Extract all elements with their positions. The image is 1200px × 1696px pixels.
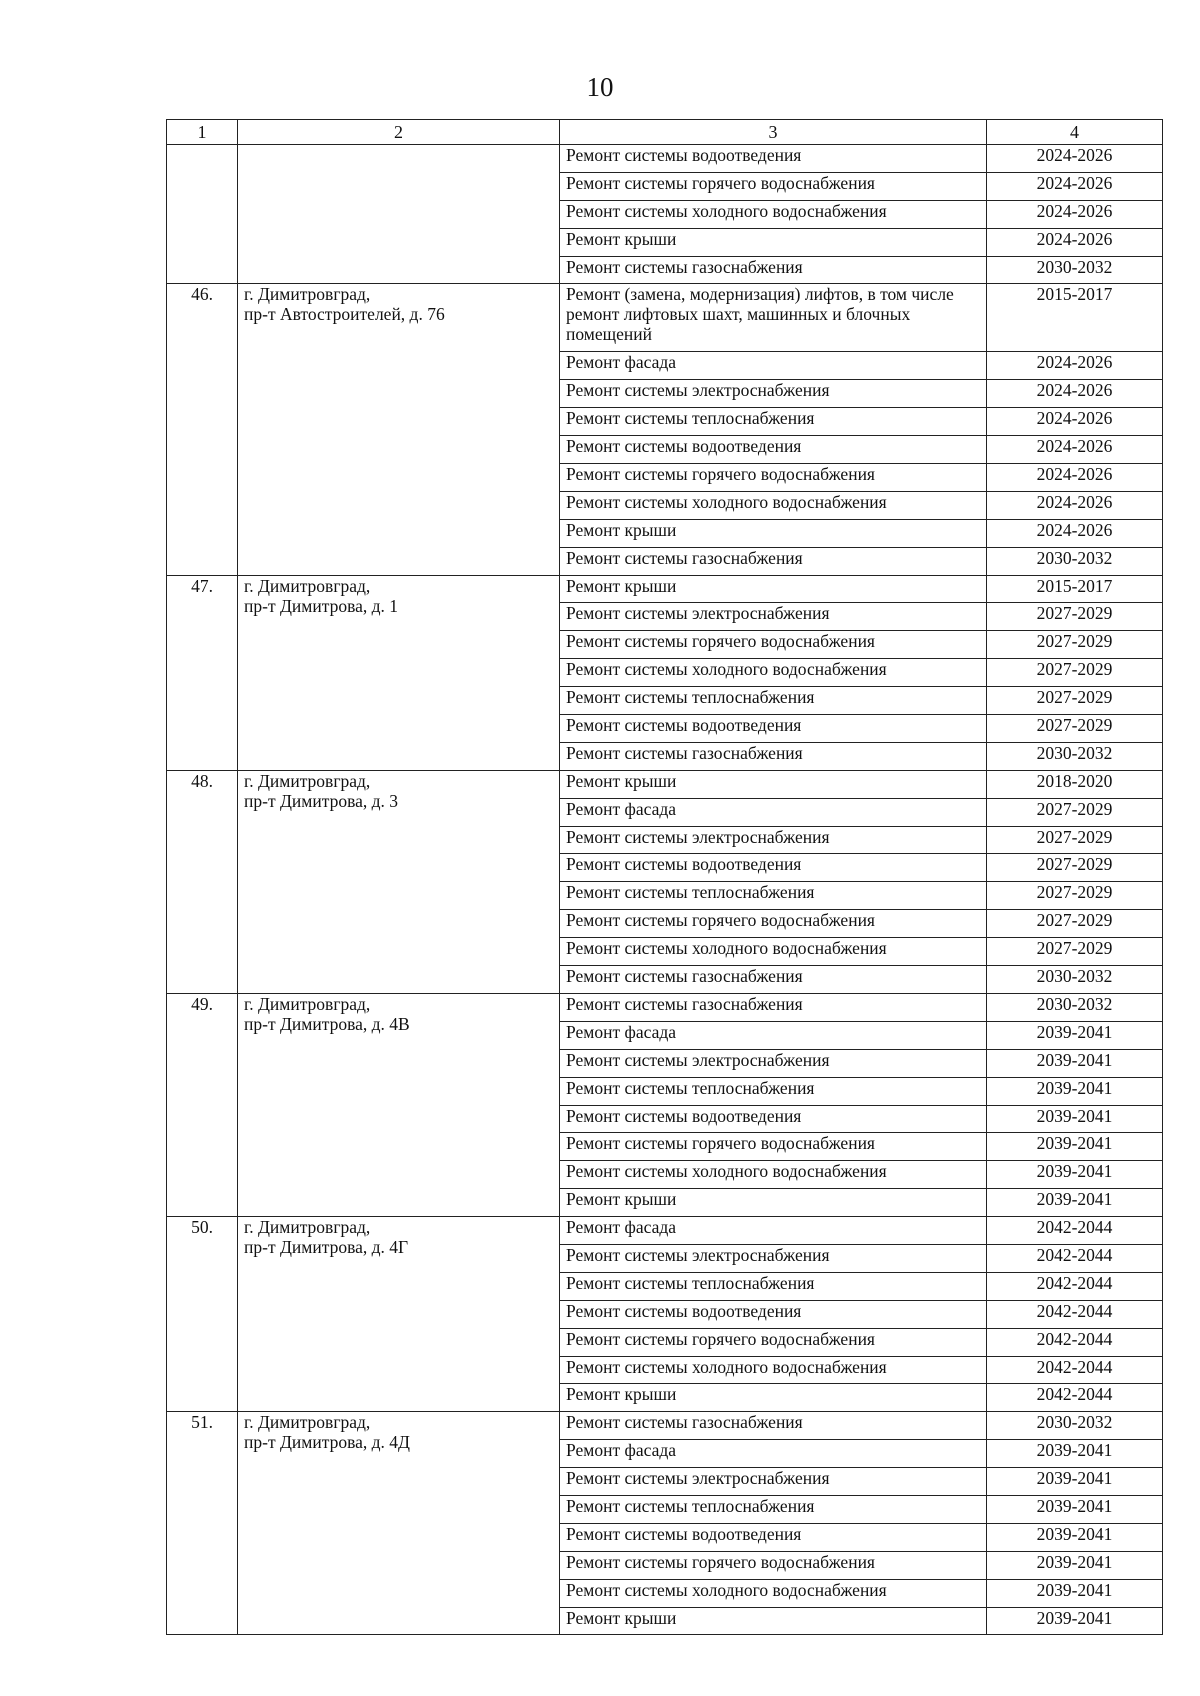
- period-cell: 2027-2029: [987, 882, 1163, 910]
- period-cell: 2039-2041: [987, 1523, 1163, 1551]
- period-cell: 2042-2044: [987, 1217, 1163, 1245]
- address-city: г. Димитровград,: [244, 284, 371, 305]
- address-street: пр-т Димитрова, д. 4Г: [244, 1237, 409, 1258]
- work-type-cell: Ремонт крыши: [560, 1607, 987, 1635]
- period-cell: 2039-2041: [987, 1607, 1163, 1635]
- address-street: пр-т Димитрова, д. 3: [244, 790, 399, 811]
- period-cell: 2027-2029: [987, 659, 1163, 687]
- work-type-cell: Ремонт системы электроснабжения: [560, 603, 987, 631]
- period-cell: 2039-2041: [987, 1021, 1163, 1049]
- work-type-cell: Ремонт крыши: [560, 228, 987, 256]
- work-type-cell: Ремонт системы газоснабжения: [560, 1412, 987, 1440]
- table-row: [167, 993, 1163, 1021]
- entry-number-cell: 46.: [167, 284, 238, 575]
- header-row: [167, 120, 1163, 145]
- address-street: пр-т Димитрова, д. 1: [244, 595, 399, 616]
- work-type-cell: Ремонт системы водоотведения: [560, 436, 987, 464]
- work-type-cell: Ремонт системы газоснабжения: [560, 966, 987, 994]
- period-cell: 2039-2041: [987, 1161, 1163, 1189]
- period-cell: 2027-2029: [987, 910, 1163, 938]
- table-row: [167, 284, 1163, 352]
- work-type-cell: Ремонт системы водоотведения: [560, 854, 987, 882]
- work-type-cell: Ремонт крыши: [560, 575, 987, 603]
- period-cell: 2024-2026: [987, 436, 1163, 464]
- entry-number-cell: 47.: [167, 575, 238, 770]
- period-cell: 2027-2029: [987, 798, 1163, 826]
- work-type-cell: Ремонт фасада: [560, 1021, 987, 1049]
- work-type-cell: Ремонт системы электроснабжения: [560, 1468, 987, 1496]
- work-type-cell: Ремонт системы водоотведения: [560, 1105, 987, 1133]
- address-city: г. Димитровград,: [244, 575, 371, 596]
- work-type-cell: Ремонт (замена, модернизация) лифтов, в том числе ремонт лифтовых шахт, машинных и блочных помещений: [560, 284, 987, 352]
- period-cell: 2030-2032: [987, 966, 1163, 994]
- work-type-cell: Ремонт системы теплоснабжения: [560, 1495, 987, 1523]
- entry-number-cell: 50.: [167, 1217, 238, 1412]
- period-cell: 2039-2041: [987, 1551, 1163, 1579]
- address-cell: [238, 575, 560, 770]
- repair-schedule-table: [166, 119, 1163, 1635]
- period-cell: 2039-2041: [987, 1105, 1163, 1133]
- period-cell: 2024-2026: [987, 228, 1163, 256]
- address-cell: [238, 1217, 560, 1412]
- work-type-cell: Ремонт системы газоснабжения: [560, 742, 987, 770]
- table-row: [167, 1412, 1163, 1440]
- page-number: 10: [586, 72, 614, 102]
- work-type-cell: Ремонт системы холодного водоснабжения: [560, 200, 987, 228]
- period-cell: 2039-2041: [987, 1077, 1163, 1105]
- period-cell: 2015-2017: [987, 575, 1163, 603]
- period-cell: 2027-2029: [987, 826, 1163, 854]
- work-type-cell: Ремонт фасада: [560, 798, 987, 826]
- table-row: [167, 770, 1163, 798]
- table-body: [167, 145, 1163, 1635]
- period-cell: 2039-2041: [987, 1133, 1163, 1161]
- period-cell: 2015-2017: [987, 284, 1163, 352]
- work-type-cell: Ремонт системы теплоснабжения: [560, 1272, 987, 1300]
- work-type-cell: Ремонт крыши: [560, 770, 987, 798]
- period-cell: 2024-2026: [987, 172, 1163, 200]
- period-cell: 2039-2041: [987, 1049, 1163, 1077]
- work-type-cell: Ремонт системы горячего водоснабжения: [560, 631, 987, 659]
- work-type-cell: Ремонт системы теплоснабжения: [560, 408, 987, 436]
- period-cell: 2024-2026: [987, 408, 1163, 436]
- work-type-cell: Ремонт крыши: [560, 1384, 987, 1412]
- header-cell-3: 3: [560, 120, 987, 145]
- period-cell: 2042-2044: [987, 1244, 1163, 1272]
- entry-number-cell: 48.: [167, 770, 238, 993]
- period-cell: 2030-2032: [987, 547, 1163, 575]
- work-type-cell: Ремонт системы газоснабжения: [560, 256, 987, 284]
- work-type-cell: Ремонт системы холодного водоснабжения: [560, 1579, 987, 1607]
- period-cell: 2039-2041: [987, 1495, 1163, 1523]
- work-type-cell: Ремонт системы электроснабжения: [560, 1244, 987, 1272]
- period-cell: 2024-2026: [987, 519, 1163, 547]
- period-cell: 2030-2032: [987, 256, 1163, 284]
- period-cell: 2042-2044: [987, 1384, 1163, 1412]
- header-cell-2: 2: [238, 120, 560, 145]
- period-cell: 2039-2041: [987, 1189, 1163, 1217]
- work-type-cell: Ремонт системы электроснабжения: [560, 1049, 987, 1077]
- work-type-cell: Ремонт крыши: [560, 1189, 987, 1217]
- table-row: [167, 1217, 1163, 1245]
- work-type-cell: Ремонт системы электроснабжения: [560, 826, 987, 854]
- period-cell: 2039-2041: [987, 1468, 1163, 1496]
- number-cell: [167, 145, 238, 284]
- address-street: пр-т Димитрова, д. 4В: [244, 1013, 410, 1034]
- table-row: [167, 145, 1163, 173]
- work-type-cell: Ремонт системы холодного водоснабжения: [560, 1356, 987, 1384]
- period-cell: 2042-2044: [987, 1272, 1163, 1300]
- address-city: г. Димитровград,: [244, 770, 371, 791]
- address-cell: [238, 284, 560, 575]
- work-type-cell: Ремонт системы горячего водоснабжения: [560, 1551, 987, 1579]
- period-cell: 2030-2032: [987, 1412, 1163, 1440]
- work-type-cell: Ремонт системы холодного водоснабжения: [560, 659, 987, 687]
- address-city: г. Димитровград,: [244, 1217, 371, 1238]
- work-type-cell: Ремонт системы горячего водоснабжения: [560, 464, 987, 492]
- header-cell-4: 4: [987, 120, 1163, 145]
- work-type-cell: Ремонт системы холодного водоснабжения: [560, 491, 987, 519]
- work-type-cell: Ремонт системы газоснабжения: [560, 547, 987, 575]
- period-cell: 2024-2026: [987, 200, 1163, 228]
- work-type-cell: Ремонт системы электроснабжения: [560, 380, 987, 408]
- period-cell: 2024-2026: [987, 491, 1163, 519]
- work-type-cell: Ремонт системы горячего водоснабжения: [560, 1133, 987, 1161]
- work-type-cell: Ремонт системы водоотведения: [560, 145, 987, 173]
- address-city: г. Димитровград,: [244, 993, 371, 1014]
- period-cell: 2030-2032: [987, 993, 1163, 1021]
- work-type-cell: Ремонт системы теплоснабжения: [560, 882, 987, 910]
- work-type-cell: Ремонт фасада: [560, 1440, 987, 1468]
- period-cell: 2024-2026: [987, 464, 1163, 492]
- address-cell: [238, 145, 560, 284]
- period-cell: 2027-2029: [987, 938, 1163, 966]
- entry-number-cell: 51.: [167, 1412, 238, 1635]
- period-cell: 2030-2032: [987, 742, 1163, 770]
- work-type-cell: Ремонт системы холодного водоснабжения: [560, 938, 987, 966]
- work-type-cell: Ремонт системы водоотведения: [560, 1300, 987, 1328]
- period-cell: 2027-2029: [987, 854, 1163, 882]
- work-type-cell: Ремонт фасада: [560, 1217, 987, 1245]
- period-cell: 2024-2026: [987, 352, 1163, 380]
- period-cell: 2039-2041: [987, 1440, 1163, 1468]
- address-cell: [238, 993, 560, 1216]
- period-cell: 2018-2020: [987, 770, 1163, 798]
- period-cell: 2027-2029: [987, 603, 1163, 631]
- period-cell: 2042-2044: [987, 1300, 1163, 1328]
- entry-number-cell: 49.: [167, 993, 238, 1216]
- address-street: пр-т Димитрова, д. 4Д: [244, 1432, 410, 1453]
- period-cell: 2024-2026: [987, 380, 1163, 408]
- work-type-cell: Ремонт системы холодного водоснабжения: [560, 1161, 987, 1189]
- address-cell: [238, 1412, 560, 1635]
- address-cell: [238, 770, 560, 993]
- work-type-cell: Ремонт системы газоснабжения: [560, 993, 987, 1021]
- period-cell: 2027-2029: [987, 715, 1163, 743]
- period-cell: 2039-2041: [987, 1579, 1163, 1607]
- period-cell: 2027-2029: [987, 687, 1163, 715]
- work-type-cell: Ремонт системы теплоснабжения: [560, 687, 987, 715]
- period-cell: 2042-2044: [987, 1328, 1163, 1356]
- address-street: пр-т Автостроителей, д. 76: [244, 304, 445, 325]
- work-type-cell: Ремонт системы водоотведения: [560, 1523, 987, 1551]
- address-city: г. Димитровград,: [244, 1412, 371, 1433]
- period-cell: 2027-2029: [987, 631, 1163, 659]
- work-type-cell: Ремонт системы теплоснабжения: [560, 1077, 987, 1105]
- work-type-cell: Ремонт системы горячего водоснабжения: [560, 910, 987, 938]
- header-cell-1: 1: [167, 120, 238, 145]
- work-type-cell: Ремонт системы горячего водоснабжения: [560, 172, 987, 200]
- work-type-cell: Ремонт фасада: [560, 352, 987, 380]
- work-type-cell: Ремонт системы горячего водоснабжения: [560, 1328, 987, 1356]
- period-cell: 2024-2026: [987, 145, 1163, 173]
- work-type-cell: Ремонт крыши: [560, 519, 987, 547]
- work-type-cell: Ремонт системы водоотведения: [560, 715, 987, 743]
- table-row: [167, 575, 1163, 603]
- period-cell: 2042-2044: [987, 1356, 1163, 1384]
